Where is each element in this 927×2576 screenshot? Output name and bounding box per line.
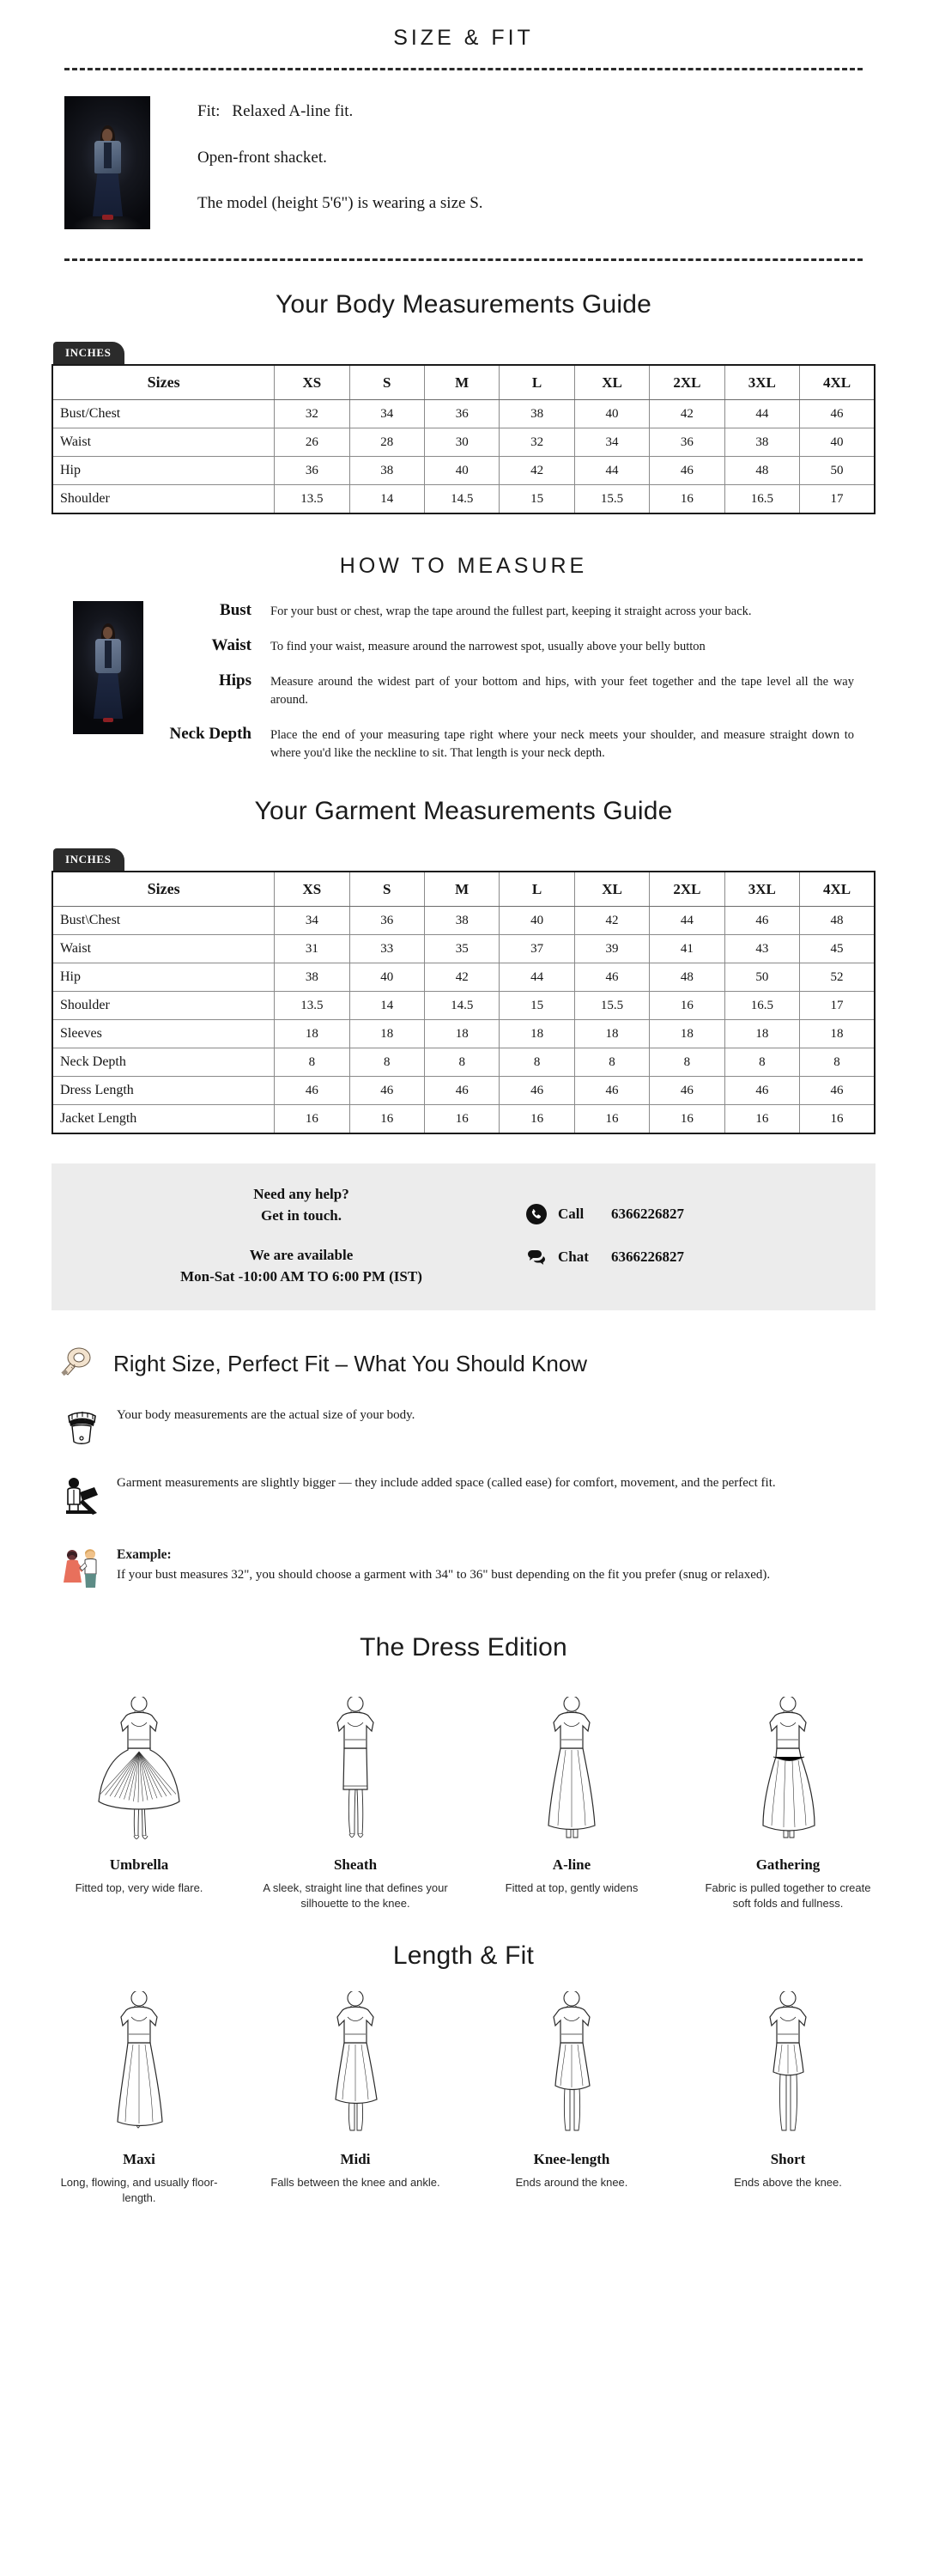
cell-value: 15.5	[574, 992, 649, 1020]
divider-mid	[64, 258, 863, 261]
table-header-row	[52, 365, 875, 400]
how-to-measure-heading: HOW TO MEASURE	[339, 554, 588, 578]
help-hours: Mon-Sat -10:00 AM TO 6:00 PM (IST)	[180, 1268, 422, 1285]
tailor-icon	[60, 1473, 103, 1522]
cell-value: 17	[800, 992, 875, 1020]
table-row	[52, 400, 875, 428]
cell-value: 37	[500, 935, 574, 963]
garment-col-s: S	[349, 872, 424, 907]
cell-value: 16	[800, 1105, 875, 1134]
cell-value: 16	[574, 1105, 649, 1134]
help-get-in-touch: Get in touch.	[261, 1206, 342, 1224]
body-col-xs: XS	[275, 365, 349, 400]
cell-value: 38	[424, 907, 499, 935]
cell-value: 46	[349, 1077, 424, 1105]
cell-value: 16.5	[724, 485, 799, 514]
help-contact-box	[52, 1163, 876, 1310]
length-name: Midi	[340, 2150, 371, 2167]
table-header-row	[52, 872, 875, 907]
measure-model-thumbnail	[73, 601, 143, 734]
cell-value: 14.5	[424, 992, 499, 1020]
model-photo-thumbnail	[64, 96, 150, 229]
row-label: Hip	[52, 963, 275, 992]
page-title: SIZE & FIT	[393, 26, 534, 50]
body-col-4xl: 4XL	[800, 365, 875, 400]
length-fit-heading: Length & Fit	[392, 1941, 535, 1970]
cell-value: 16	[650, 485, 724, 514]
length-description: Ends around the knee.	[515, 2175, 628, 2189]
length-description: Ends above the knee.	[734, 2175, 842, 2189]
umbrella-dress-icon	[34, 1676, 244, 1848]
length-item-short	[683, 1979, 893, 2207]
body-col-s: S	[349, 365, 424, 400]
garment-col-3xl: 3XL	[724, 872, 799, 907]
length-description: Long, flowing, and usually floor-length.	[60, 2175, 218, 2205]
fit-value: Relaxed A-line fit.	[232, 102, 354, 120]
fit-label: Fit:	[197, 102, 221, 120]
contact-call-label: Call	[558, 1206, 585, 1223]
row-label: Shoulder	[52, 992, 275, 1020]
fit-section	[0, 96, 927, 229]
garment-col-l: L	[500, 872, 574, 907]
know-point-3	[60, 1545, 867, 1595]
measure-description: Place the end of your measuring tape right where your neck meets your shoulder, and measure straight down to where you'd like the neckline to sit. That length is your neck depth.	[270, 728, 854, 761]
garment-guide-heading: Your Garment Measurements Guide	[254, 797, 673, 826]
contact-chat-label: Chat	[558, 1249, 589, 1266]
unit-badge-garment: INCHES	[53, 848, 124, 871]
contact-chat-number[interactable]: 6366226827	[611, 1249, 684, 1266]
cell-value: 44	[574, 457, 649, 485]
dress-edition-grid	[0, 1676, 927, 1912]
help-line-2	[77, 1245, 525, 1287]
cell-value: 18	[724, 1020, 799, 1048]
cell-value: 36	[349, 907, 424, 935]
cell-value: 42	[500, 457, 574, 485]
dress-name: Umbrella	[109, 1856, 169, 1873]
cell-value: 36	[275, 457, 349, 485]
a-line-dress-icon	[467, 1676, 676, 1848]
length-name: Knee-length	[533, 2150, 610, 2167]
cell-value: 46	[574, 963, 649, 992]
body-col-sizes: Sizes	[52, 365, 275, 400]
knee-length-icon	[467, 1979, 676, 2142]
body-col-m: M	[424, 365, 499, 400]
dress-name: Gathering	[755, 1856, 821, 1873]
measure-term: Waist	[211, 636, 251, 655]
table-row	[52, 1077, 875, 1105]
maxi-length-icon	[34, 1979, 244, 2142]
length-name: Maxi	[123, 2150, 155, 2167]
cell-value: 18	[574, 1020, 649, 1048]
dress-description: Fitted top, very wide flare.	[75, 1880, 203, 1894]
cell-value: 46	[800, 1077, 875, 1105]
measure-term: Bust	[220, 601, 251, 619]
cell-value: 41	[650, 935, 724, 963]
cell-value: 40	[500, 907, 574, 935]
cell-value: 26	[275, 428, 349, 457]
dress-description: A sleek, straight line that defines your silhouette to the knee.	[263, 1880, 448, 1911]
body-guide-heading: Your Body Measurements Guide	[275, 290, 652, 319]
tape-measure-waist-icon	[60, 1406, 103, 1451]
cell-value: 16	[275, 1105, 349, 1134]
dress-item-sheath	[251, 1676, 460, 1912]
dress-description: Fabric is pulled together to create soft folds and fullness.	[705, 1880, 871, 1911]
cell-value: 8	[424, 1048, 499, 1077]
table-row	[52, 1020, 875, 1048]
table-row	[52, 1048, 875, 1077]
length-item-midi	[251, 1979, 460, 2207]
garment-measurements-table	[52, 871, 876, 1134]
row-label: Waist	[52, 428, 275, 457]
measure-description: Measure around the widest part of your bottom and hips, with your feet together and the tape level all the way around.	[270, 675, 854, 708]
dress-name: A-line	[552, 1856, 591, 1873]
body-col-3xl: 3XL	[724, 365, 799, 400]
cell-value: 16	[424, 1105, 499, 1134]
dress-description: Fitted at top, gently widens	[505, 1880, 639, 1894]
cell-value: 13.5	[275, 485, 349, 514]
cell-value: 13.5	[275, 992, 349, 1020]
know-point-3-text	[117, 1545, 867, 1585]
fit-line-1	[197, 100, 483, 125]
cell-value: 14	[349, 992, 424, 1020]
help-line-1	[77, 1184, 525, 1226]
cell-value: 8	[275, 1048, 349, 1077]
cell-value: 40	[800, 428, 875, 457]
unit-badge-body: INCHES	[53, 342, 124, 364]
cell-value: 18	[349, 1020, 424, 1048]
measure-term: Hips	[218, 671, 251, 690]
cell-value: 8	[500, 1048, 574, 1077]
help-need-help: Need any help?	[253, 1186, 349, 1203]
cell-value: 31	[275, 935, 349, 963]
body-measurements-table	[52, 364, 876, 514]
row-label: Hip	[52, 457, 275, 485]
cell-value: 32	[275, 400, 349, 428]
fit-line-3: The model (height 5'6") is wearing a size S.	[197, 194, 483, 212]
dress-edition-heading: The Dress Edition	[360, 1632, 567, 1662]
help-available: We are available	[249, 1247, 354, 1264]
length-fit-grid	[0, 1979, 927, 2207]
cell-value: 8	[650, 1048, 724, 1077]
right-size-section	[0, 1345, 927, 1595]
garment-col-xl: XL	[574, 872, 649, 907]
cell-value: 16	[650, 992, 724, 1020]
how-to-measure-section	[0, 601, 927, 762]
help-contacts	[525, 1203, 850, 1268]
cell-value: 32	[500, 428, 574, 457]
table-row	[52, 963, 875, 992]
table-row	[52, 428, 875, 457]
garment-col-sizes: Sizes	[52, 872, 275, 907]
length-item-maxi	[34, 1979, 244, 2207]
cell-value: 28	[349, 428, 424, 457]
measure-item-neck-depth	[167, 725, 854, 762]
dress-item-gathering	[683, 1676, 893, 1912]
length-description: Falls between the knee and ankle.	[270, 2175, 440, 2189]
garment-col-4xl: 4XL	[800, 872, 875, 907]
cell-value: 36	[650, 428, 724, 457]
row-label: Dress Length	[52, 1077, 275, 1105]
row-label: Sleeves	[52, 1020, 275, 1048]
cell-value: 15	[500, 992, 574, 1020]
cell-value: 34	[574, 428, 649, 457]
cell-value: 52	[800, 963, 875, 992]
row-label: Jacket Length	[52, 1105, 275, 1134]
cell-value: 34	[275, 907, 349, 935]
body-col-xl: XL	[574, 365, 649, 400]
fit-description	[197, 96, 483, 216]
right-size-title-row	[60, 1345, 867, 1383]
cell-value: 16	[500, 1105, 574, 1134]
body-col-2xl: 2XL	[650, 365, 724, 400]
cell-value: 39	[574, 935, 649, 963]
dress-name: Sheath	[333, 1856, 378, 1873]
example-title: Example:	[117, 1546, 172, 1562]
cell-value: 16	[650, 1105, 724, 1134]
cell-value: 46	[724, 1077, 799, 1105]
midi-length-icon	[251, 1979, 460, 2142]
short-length-icon	[683, 1979, 893, 2142]
measure-description: To find your waist, measure around the narrowest spot, usually above your belly button	[270, 640, 706, 654]
row-label: Bust\Chest	[52, 907, 275, 935]
measure-term: Neck Depth	[169, 725, 251, 744]
cell-value: 48	[800, 907, 875, 935]
cell-value: 17	[800, 485, 875, 514]
cell-value: 8	[724, 1048, 799, 1077]
measure-item-waist	[167, 636, 854, 656]
know-point-1	[60, 1406, 867, 1451]
cell-value: 18	[500, 1020, 574, 1048]
cell-value: 50	[724, 963, 799, 992]
cell-value: 34	[349, 400, 424, 428]
length-name: Short	[770, 2150, 806, 2167]
table-row	[52, 1105, 875, 1134]
cell-value: 18	[800, 1020, 875, 1048]
cell-value: 38	[724, 428, 799, 457]
cell-value: 46	[500, 1077, 574, 1105]
cell-value: 38	[349, 457, 424, 485]
cell-value: 14	[349, 485, 424, 514]
table-row	[52, 485, 875, 514]
cell-value: 30	[424, 428, 499, 457]
cell-value: 8	[574, 1048, 649, 1077]
cell-value: 44	[724, 400, 799, 428]
contact-call[interactable]	[525, 1203, 850, 1225]
garment-col-m: M	[424, 872, 499, 907]
cell-value: 43	[724, 935, 799, 963]
table-row	[52, 907, 875, 935]
cell-value: 46	[800, 400, 875, 428]
cell-value: 16	[724, 1105, 799, 1134]
cell-value: 16	[349, 1105, 424, 1134]
length-item-knee-length	[467, 1979, 676, 2207]
know-point-2-text: Garment measurements are slightly bigger — they include added space (called ease) for comfort, movement, and the perfect fit.	[117, 1475, 776, 1490]
row-label: Shoulder	[52, 485, 275, 514]
measure-item-bust	[167, 601, 854, 621]
garment-col-2xl: 2XL	[650, 872, 724, 907]
cell-value: 15.5	[574, 485, 649, 514]
cell-value: 46	[724, 907, 799, 935]
row-label: Waist	[52, 935, 275, 963]
measuring-tape-icon	[60, 1345, 105, 1383]
dress-item-umbrella	[34, 1676, 244, 1912]
body-col-l: L	[500, 365, 574, 400]
cell-value: 16.5	[724, 992, 799, 1020]
cell-value: 36	[424, 400, 499, 428]
cell-value: 42	[424, 963, 499, 992]
garment-col-xs: XS	[275, 872, 349, 907]
right-size-title: Right Size, Perfect Fit – What You Should Know	[113, 1350, 588, 1376]
phone-icon	[525, 1203, 548, 1225]
fitting-icon	[60, 1545, 103, 1595]
cell-value: 18	[275, 1020, 349, 1048]
example-text: If your bust measures 32", you should choose a garment with 34" to 36" bust depending on the fit you prefer (snug or relaxed).	[117, 1567, 771, 1582]
table-row	[52, 935, 875, 963]
contact-chat[interactable]	[525, 1246, 850, 1268]
cell-value: 40	[424, 457, 499, 485]
cell-value: 46	[574, 1077, 649, 1105]
cell-value: 44	[500, 963, 574, 992]
cell-value: 45	[800, 935, 875, 963]
cell-value: 14.5	[424, 485, 499, 514]
measure-item-hips	[167, 671, 854, 709]
gathering-dress-icon	[683, 1676, 893, 1848]
cell-value: 50	[800, 457, 875, 485]
chat-icon	[525, 1246, 548, 1268]
garment-measurements-table-wrap	[0, 848, 927, 1134]
divider-top	[64, 68, 863, 70]
cell-value: 8	[800, 1048, 875, 1077]
cell-value: 35	[424, 935, 499, 963]
dress-item-a-line	[467, 1676, 676, 1912]
cell-value: 38	[500, 400, 574, 428]
table-row	[52, 992, 875, 1020]
cell-value: 40	[574, 400, 649, 428]
cell-value: 33	[349, 935, 424, 963]
cell-value: 46	[650, 1077, 724, 1105]
cell-value: 48	[650, 963, 724, 992]
cell-value: 18	[650, 1020, 724, 1048]
row-label: Bust/Chest	[52, 400, 275, 428]
know-point-2	[60, 1473, 867, 1522]
cell-value: 38	[275, 963, 349, 992]
table-row	[52, 457, 875, 485]
cell-value: 18	[424, 1020, 499, 1048]
know-point-1-text: Your body measurements are the actual size of your body.	[117, 1407, 415, 1422]
cell-value: 42	[574, 907, 649, 935]
cell-value: 46	[424, 1077, 499, 1105]
row-label: Neck Depth	[52, 1048, 275, 1077]
cell-value: 8	[349, 1048, 424, 1077]
help-text-block	[77, 1184, 525, 1288]
fit-line-2: Open-front shacket.	[197, 148, 327, 167]
cell-value: 48	[724, 457, 799, 485]
cell-value: 46	[275, 1077, 349, 1105]
body-measurements-table-wrap	[0, 342, 927, 514]
cell-value: 40	[349, 963, 424, 992]
contact-call-number[interactable]: 6366226827	[611, 1206, 684, 1223]
sheath-dress-icon	[251, 1676, 460, 1848]
how-to-measure-list	[167, 601, 854, 762]
cell-value: 15	[500, 485, 574, 514]
cell-value: 44	[650, 907, 724, 935]
measure-description: For your bust or chest, wrap the tape around the fullest part, keeping it straight across your back.	[270, 605, 752, 618]
cell-value: 42	[650, 400, 724, 428]
cell-value: 46	[650, 457, 724, 485]
